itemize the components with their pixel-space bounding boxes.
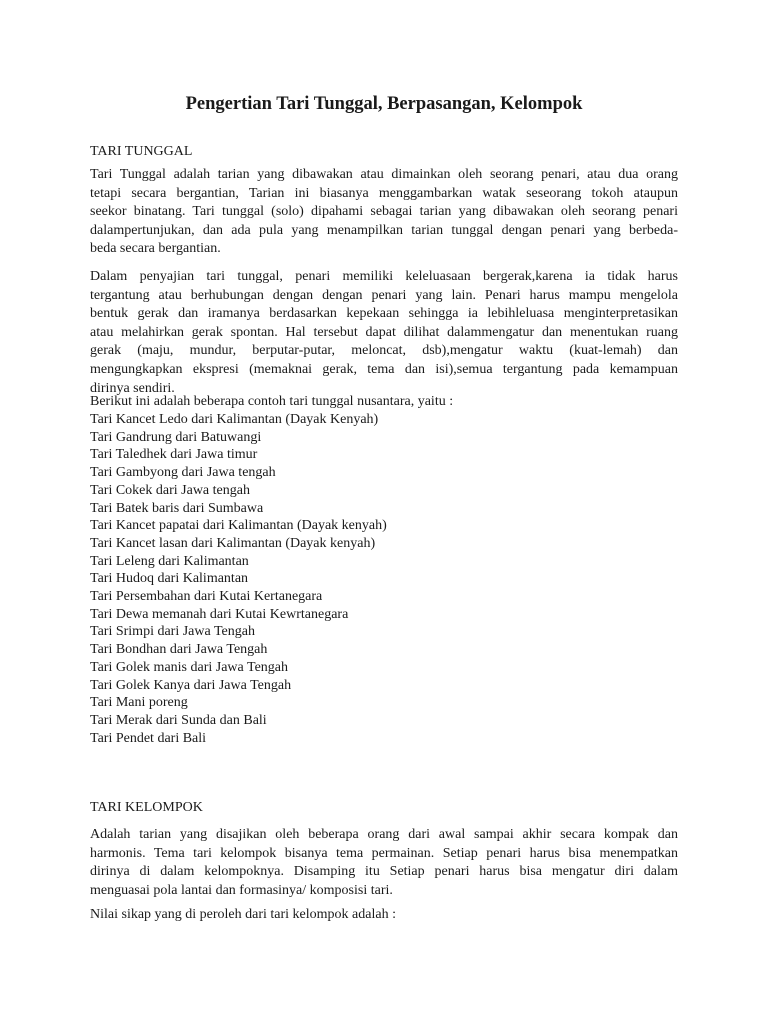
list-item: Tari Leleng dari Kalimantan <box>90 553 249 569</box>
text-line: Adalah tarian yang disajikan oleh beberapa orang dari awal sampai akhir secara kompak dan <box>90 827 678 842</box>
paragraph-tunggal-penyajian <box>90 268 678 398</box>
list-item: Tari Gandrung dari Batuwangi <box>90 429 262 445</box>
text-line: Tari Tunggal adalah tarian yang dibawakan atau dimainkan oleh seorang penari, atau dua orang <box>90 167 678 182</box>
list-intro: Berikut ini adalah beberapa contoh tari tunggal nusantara, yaitu : <box>90 394 454 409</box>
text-line: atau melahirkan gerak spontan. Hal tersebut dapat dilihat dalammengatur dan menentukan ruang <box>90 324 678 340</box>
page-title: Pengertian Tari Tunggal, Berpasangan, Kelompok <box>185 94 583 114</box>
list-item: Tari Persembahan dari Kutai Kertanegara <box>90 589 323 605</box>
list-item: Tari Golek Kanya dari Jawa Tengah <box>90 677 292 693</box>
list-item: Tari Dewa memanah dari Kutai Kewrtanegara <box>90 606 349 622</box>
section-heading-tari-tunggal: TARI TUNGGAL <box>90 144 193 159</box>
text-line: gerak (maju, mundur, berputar-putar, meloncat, dsb),mengatur waktu (kuat-lemah) dan <box>90 343 678 359</box>
text-line: beda secara bergantian. <box>90 241 221 257</box>
list-item: Tari Srimpi dari Jawa Tengah <box>90 624 255 640</box>
list-item: Tari Mani poreng <box>90 695 188 711</box>
text-line: seekor binatang. Tari tunggal (solo) dipahami sebagai tarian yang dibawakan oleh seorang penari <box>90 204 678 220</box>
text-line: menguasai pola lantai dan formasinya/ komposisi tari. <box>90 882 393 898</box>
paragraph-kelompok-definition <box>90 826 678 900</box>
list-item: Tari Hudoq dari Kalimantan <box>90 571 249 587</box>
text-line: dalampertunjukan, dan ada pula yang menampilkan tarian tunggal dengan penari yang berbeda- <box>90 222 678 238</box>
paragraph-tunggal-definition <box>90 166 678 259</box>
list-item: Tari Batek baris dari Sumbawa <box>90 500 264 516</box>
list-item: Tari Kancet Ledo dari Kalimantan (Dayak Kenyah) <box>90 412 379 427</box>
text-line: Dalam penyajian tari tunggal, penari memiliki keleluasaan bergerak,karena ia tidak harus <box>90 269 678 284</box>
list-item: Tari Bondhan dari Jawa Tengah <box>90 642 268 658</box>
text-line: mengungkapkan ekspresi (memaknai gerak, tema dan isi),semua tergantung pada kemampuan <box>90 361 678 377</box>
section-heading-tari-kelompok: TARI KELOMPOK <box>90 800 203 815</box>
tari-tunggal-list <box>90 411 387 747</box>
list-item: Tari Gambyong dari Jawa tengah <box>90 465 276 481</box>
list-item: Tari Kancet papatai dari Kalimantan (Dayak kenyah) <box>90 518 387 534</box>
text-line: bentuk gerak dan iramanya berdasarkan kepekaan sehingga ia lebihleluasa menginterpretasikan <box>90 306 678 322</box>
text-line: dirinya sendiri. <box>90 380 175 396</box>
text-line: tetapi secara bergantian, Tarian ini biasanya menggambarkan watak seseorang tokoh ataupun <box>90 185 678 201</box>
text-line: tergantung atau berhubungan dengan dengan penari yang lain. Penari harus mampu mengelola <box>90 287 678 303</box>
list-item: Tari Cokek dari Jawa tengah <box>90 482 250 498</box>
list-item: Tari Kancet lasan dari Kalimantan (Dayak kenyah) <box>90 535 376 551</box>
list-item: Tari Golek manis dari Jawa Tengah <box>90 659 288 675</box>
paragraph-kelompok-nilai: Nilai sikap yang di peroleh dari tari kelompok adalah : <box>90 907 396 922</box>
text-line: dirinya di dalam kelompoknya. Disamping itu Setiap penari harus bisa mengatur diri dalam <box>90 864 678 880</box>
text-line: harmonis. Tema tari kelompok bisanya tema permainan. Setiap penari harus bisa menempatkan <box>90 845 678 861</box>
list-item: Tari Merak dari Sunda dan Bali <box>90 712 267 728</box>
list-item: Tari Taledhek dari Jawa timur <box>90 447 258 463</box>
list-item: Tari Pendet dari Bali <box>90 730 207 746</box>
